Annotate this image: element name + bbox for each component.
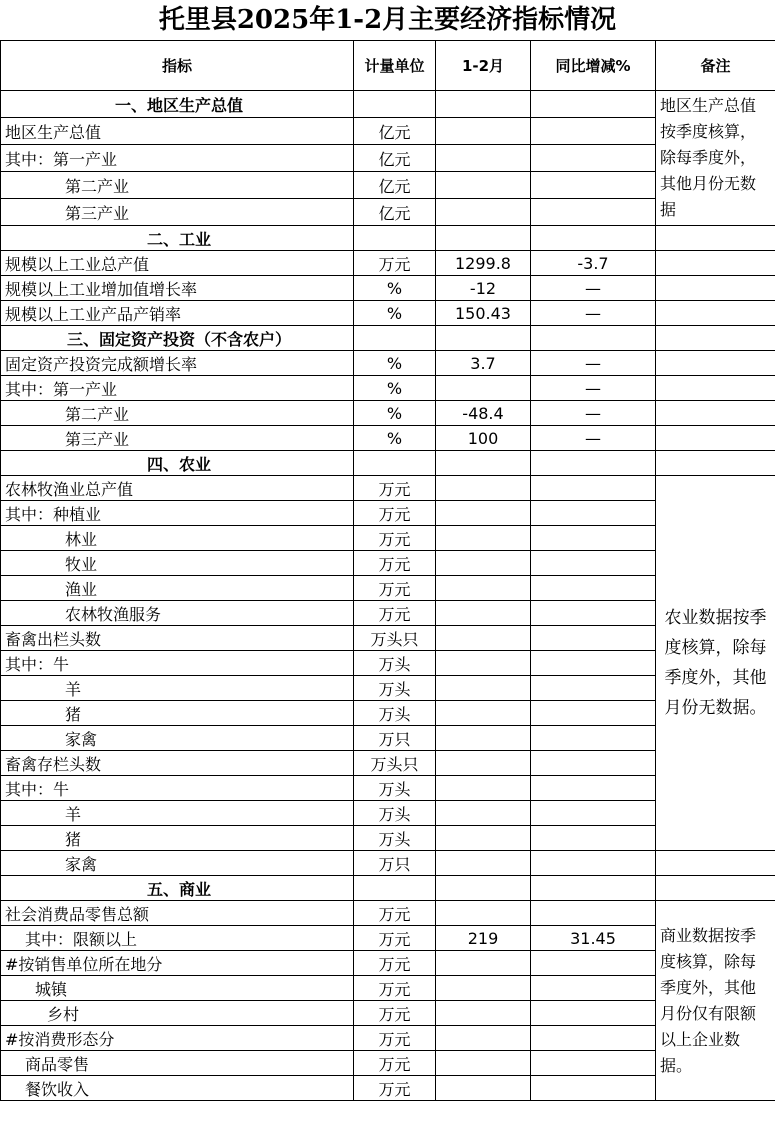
row-unit: 万元 [354,251,436,276]
note-gdp: 地区生产总值按季度核算，除每季度外，其他月份无数据 [656,91,775,226]
section-title: 四、农业 [1,451,354,476]
row-unit: 万元 [354,1076,436,1101]
row-name: 固定资产投资完成额增长率 [1,351,354,376]
section-row [1,226,775,251]
row-name: 农林牧渔服务 [1,601,354,626]
row-yoy: — [531,401,656,426]
table-row [1,426,775,451]
row-name: 第二产业 [1,401,354,426]
row-yoy [531,576,656,601]
page-title: 托里县2025年1-2月主要经济指标情况 [158,5,617,35]
section-title: 三、固定资产投资（不含农户） [1,326,354,351]
row-name: 羊 [1,801,354,826]
row-unit: % [354,276,436,301]
row-yoy [531,118,656,145]
row-yoy [531,551,656,576]
table-row [1,851,775,876]
section-row [1,451,775,476]
row-name: 乡村 [1,1001,354,1026]
row-name: 其中：牛 [1,651,354,676]
row-name: 渔业 [1,576,354,601]
row-name: 第三产业 [1,426,354,451]
row-name: 牧业 [1,551,354,576]
row-unit: 万元 [354,1051,436,1076]
section-title: 二、工业 [1,226,354,251]
row-value [436,801,531,826]
row-name: 餐饮收入 [1,1076,354,1101]
row-yoy [531,1026,656,1051]
header-indicator: 指标 [1,41,354,91]
row-unit: 万头 [354,676,436,701]
row-name: #按消费形态分 [1,1026,354,1051]
row-value [436,1076,531,1101]
row-value: 150.43 [436,301,531,326]
row-name: 其中：牛 [1,776,354,801]
table-row [1,351,775,376]
table-row [1,251,775,276]
row-yoy [531,776,656,801]
row-name: 畜禽存栏头数 [1,751,354,776]
row-yoy [531,751,656,776]
row-yoy [531,601,656,626]
row-value: -48.4 [436,401,531,426]
row-value [436,118,531,145]
row-name: 羊 [1,676,354,701]
row-unit: 万元 [354,576,436,601]
row-yoy [531,1001,656,1026]
row-unit: 万元 [354,1026,436,1051]
row-yoy [531,976,656,1001]
row-unit: % [354,301,436,326]
row-name: 其中：种植业 [1,501,354,526]
row-value [436,501,531,526]
row-name: 第二产业 [1,172,354,199]
row-value [436,751,531,776]
row-name: #按销售单位所在地分 [1,951,354,976]
row-unit: 亿元 [354,199,436,226]
section-title: 五、商业 [1,876,354,901]
row-unit: 万头 [354,826,436,851]
row-name: 地区生产总值 [1,118,354,145]
table-row [1,401,775,426]
indicator-table [0,40,775,1101]
row-value [436,551,531,576]
row-yoy [531,951,656,976]
row-unit: 亿元 [354,118,436,145]
row-yoy [531,172,656,199]
row-yoy [531,476,656,501]
row-value: 1299.8 [436,251,531,276]
row-unit: 万头只 [354,626,436,651]
header-row [1,41,775,91]
row-unit: 万元 [354,926,436,951]
row-name: 猪 [1,826,354,851]
row-yoy [531,851,656,876]
row-yoy: — [531,276,656,301]
row-value [436,851,531,876]
row-name: 社会消费品零售总额 [1,901,354,926]
row-value: 100 [436,426,531,451]
row-unit: 万元 [354,976,436,1001]
row-yoy [531,199,656,226]
row-unit: 万元 [354,476,436,501]
row-unit: 万元 [354,501,436,526]
header-note: 备注 [656,41,775,91]
row-name: 其中：第一产业 [1,376,354,401]
row-unit: % [354,351,436,376]
row-unit: % [354,401,436,426]
row-value [436,526,531,551]
row-name: 家禽 [1,851,354,876]
row-name: 其中：限额以上 [1,926,354,951]
row-unit: 万头 [354,801,436,826]
row-yoy: -3.7 [531,251,656,276]
row-value: 3.7 [436,351,531,376]
section-title: 一、地区生产总值 [1,91,354,118]
row-name: 其中：第一产业 [1,145,354,172]
row-value [436,726,531,751]
row-unit: 亿元 [354,172,436,199]
row-unit: 万只 [354,726,436,751]
row-yoy: — [531,426,656,451]
row-yoy [531,676,656,701]
table-row [1,276,775,301]
row-unit: 万只 [354,851,436,876]
row-yoy [531,701,656,726]
row-yoy [531,626,656,651]
row-value [436,1026,531,1051]
row-name: 畜禽出栏头数 [1,626,354,651]
header-unit: 计量单位 [354,41,436,91]
row-yoy [531,826,656,851]
row-unit: % [354,426,436,451]
row-unit: % [354,376,436,401]
row-yoy [531,901,656,926]
row-name: 商品零售 [1,1051,354,1076]
row-unit: 万头 [354,701,436,726]
row-value [436,376,531,401]
row-name: 林业 [1,526,354,551]
header-yoy: 同比增减% [531,41,656,91]
row-value [436,826,531,851]
row-name: 猪 [1,701,354,726]
row-value [436,976,531,1001]
row-value [436,601,531,626]
header-period: 1-2月 [436,41,531,91]
row-value [436,145,531,172]
table-row [1,376,775,401]
row-unit: 万元 [354,551,436,576]
row-unit: 万元 [354,601,436,626]
row-value [436,676,531,701]
section-row [1,876,775,901]
row-yoy: — [531,301,656,326]
row-unit: 亿元 [354,145,436,172]
row-unit: 万头 [354,776,436,801]
row-name: 规模以上工业增加值增长率 [1,276,354,301]
row-yoy [531,145,656,172]
row-value [436,576,531,601]
row-value [436,651,531,676]
row-value [436,776,531,801]
table-row [1,301,775,326]
row-unit: 万头只 [354,751,436,776]
row-yoy [531,726,656,751]
row-value [436,951,531,976]
row-yoy: 31.45 [531,926,656,951]
row-name: 规模以上工业产品产销率 [1,301,354,326]
note-commerce: 商业数据按季度核算，除每季度外，其他月份仅有限额以上企业数据。 [656,901,775,1101]
row-value [436,476,531,501]
table-row [1,901,775,926]
row-name: 规模以上工业总产值 [1,251,354,276]
row-unit: 万元 [354,526,436,551]
row-yoy [531,801,656,826]
row-value [436,199,531,226]
row-value: -12 [436,276,531,301]
row-unit: 万元 [354,1001,436,1026]
row-yoy [531,1076,656,1101]
section-row [1,91,775,118]
row-unit: 万元 [354,951,436,976]
row-name: 第三产业 [1,199,354,226]
row-value: 219 [436,926,531,951]
row-yoy [531,1051,656,1076]
row-unit: 万元 [354,901,436,926]
row-value [436,626,531,651]
row-yoy [531,526,656,551]
note-agri: 农业数据按季度核算，除每季度外，其他月份无数据。 [656,476,775,851]
row-value [436,1001,531,1026]
row-name: 城镇 [1,976,354,1001]
row-value [436,901,531,926]
row-name: 家禽 [1,726,354,751]
table-row [1,476,775,501]
section-row [1,326,775,351]
row-value [436,172,531,199]
row-value [436,1051,531,1076]
row-yoy: — [531,351,656,376]
row-unit: 万头 [354,651,436,676]
row-yoy: — [531,376,656,401]
row-yoy [531,501,656,526]
row-name: 农林牧渔业总产值 [1,476,354,501]
row-value [436,701,531,726]
row-yoy [531,651,656,676]
